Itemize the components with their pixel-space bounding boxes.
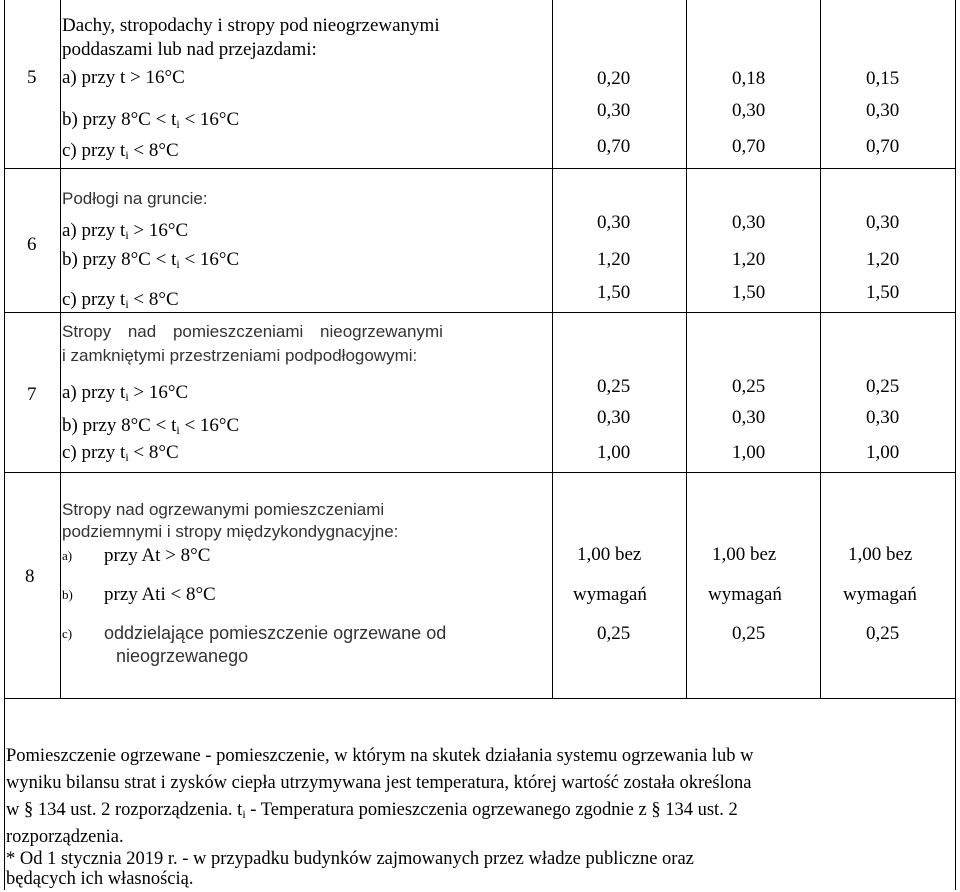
value-cell: 0,30: [732, 212, 766, 233]
item-label: przy Ati < 8°C: [104, 584, 216, 605]
value-cell: wymagań: [573, 584, 647, 605]
row-divider-5-6: [4, 168, 955, 169]
value-cell: 0,30: [597, 407, 631, 428]
item-label: przy At > 8°C: [104, 545, 211, 566]
value-cell: wymagań: [843, 584, 917, 605]
value-cell: 1,50: [732, 282, 766, 303]
item-marker: c): [62, 626, 73, 641]
value-cell: 0,30: [732, 100, 766, 121]
value-cell: 0,20: [597, 68, 631, 89]
footnote-line: będących ich własnością.: [6, 869, 194, 889]
item-label: b) przy 8°C < ti < 16°C: [62, 249, 240, 271]
item-marker: b): [62, 587, 73, 602]
item-label: nieogrzewanego: [116, 646, 249, 666]
value-cell: 0,70: [732, 136, 766, 157]
row-number: 7: [27, 384, 37, 405]
value-cell: 0,25: [597, 623, 631, 644]
footnote-line: w § 134 ust. 2 rozporządzenia. ti - Temperatura pomieszczenia ogrzewanego zgodnie z § 134 ust. 2: [6, 800, 738, 821]
value-cell: 0,30: [866, 212, 900, 233]
footnote-line: * Od 1 stycznia 2019 r. - w przypadku budynków zajmowanych przez władze publiczne oraz: [6, 849, 694, 869]
row-title: Podłogi na gruncie:: [62, 189, 208, 208]
row-title: i zamkniętymi przestrzeniami podpodłogowymi:: [62, 346, 418, 365]
value-cell: 1,20: [866, 249, 900, 270]
item-label: b) przy 8°C < ti < 16°C: [62, 415, 240, 437]
row-title: poddaszami lub nad przejazdami:: [62, 39, 317, 60]
row-number: 8: [25, 566, 35, 587]
item-label: a) przy ti > 16°C: [62, 382, 189, 404]
value-cell: 1,00: [866, 442, 900, 463]
value-cell: 0,25: [732, 376, 766, 397]
value-cell: 1,20: [597, 249, 631, 270]
col-divider-2: [552, 0, 553, 698]
table-left-border: [4, 0, 5, 890]
value-cell: 0,30: [732, 407, 766, 428]
value-cell: 1,50: [597, 282, 631, 303]
row-title: Stropy nad ogrzewanymi pomieszczeniami: [62, 500, 385, 519]
value-cell: 1,00 bez: [712, 544, 777, 565]
row-divider-8-note: [4, 698, 955, 699]
row-title: Dachy, stropodachy i stropy pod nieogrzewanymi: [62, 15, 440, 36]
row-title: podziemnymi i stropy międzykondygnacyjne:: [62, 522, 399, 541]
col-divider-1: [60, 0, 61, 698]
item-label: oddzielające pomieszczenie ogrzewane od: [104, 623, 447, 643]
value-cell: 1,00 bez: [848, 544, 913, 565]
footnote-line: Pomieszczenie ogrzewane - pomieszczenie, w którym na skutek działania systemu ogrzewania lub w: [6, 746, 754, 766]
value-cell: 1,00 bez: [577, 544, 642, 565]
footnote-line: rozporządzenia.: [6, 827, 124, 847]
item-label: a) przy ti > 16°C: [62, 220, 189, 242]
value-cell: 1,50: [866, 282, 900, 303]
item-label: c) przy ti < 8°C: [62, 442, 179, 464]
value-cell: 0,30: [597, 212, 631, 233]
value-cell: 0,25: [732, 623, 766, 644]
item-label: c) przy ti < 8°C: [62, 289, 179, 311]
value-cell: 0,30: [597, 100, 631, 121]
value-cell: wymagań: [708, 584, 782, 605]
col-divider-3: [686, 0, 687, 698]
value-cell: 1,00: [732, 442, 766, 463]
value-cell: 0,30: [866, 407, 900, 428]
value-cell: 0,70: [597, 136, 631, 157]
row-divider-7-8: [4, 472, 955, 473]
row-number: 5: [27, 67, 37, 88]
row-divider-6-7: [4, 312, 955, 313]
footnote-line: wyniku bilansu strat i zysków ciepła utrzymywana jest temperatura, której wartość została określona: [6, 773, 752, 793]
table-right-border: [955, 0, 956, 890]
value-cell: 0,30: [866, 100, 900, 121]
value-cell: 0,25: [866, 376, 900, 397]
row-title: Stropy nad pomieszczeniami nieogrzewanymi: [62, 322, 443, 341]
col-divider-4: [820, 0, 821, 698]
row-number: 6: [27, 234, 37, 255]
value-cell: 0,25: [597, 376, 631, 397]
item-label: a) przy t > 16°C: [62, 67, 185, 88]
value-cell: 1,20: [732, 249, 766, 270]
item-label: b) przy 8°C < ti < 16°C: [62, 109, 240, 131]
value-cell: 0,70: [866, 136, 900, 157]
value-cell: 0,18: [732, 68, 766, 89]
item-marker: a): [62, 548, 73, 563]
value-cell: 0,15: [866, 68, 900, 89]
item-label: c) przy ti < 8°C: [62, 140, 179, 162]
value-cell: 0,25: [866, 623, 900, 644]
value-cell: 1,00: [597, 442, 631, 463]
